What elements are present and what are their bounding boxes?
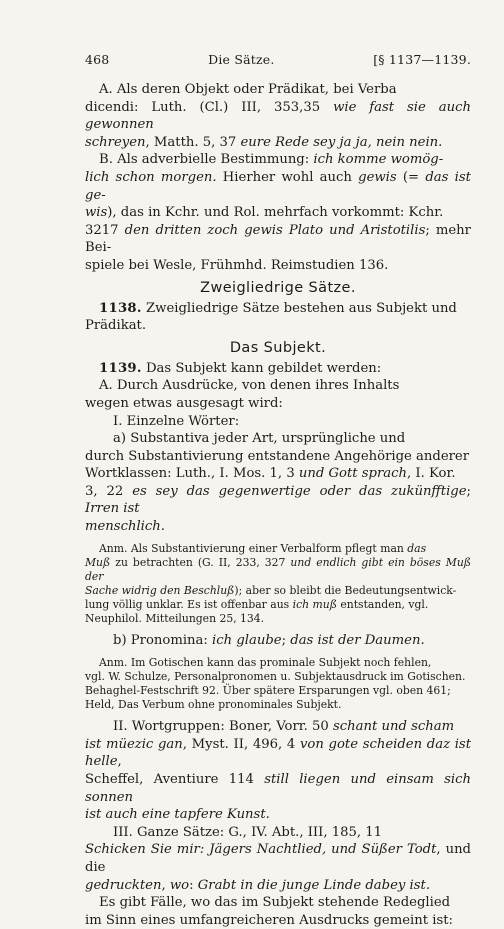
line: 3, 22 es sey das gegenwertige oder das zukünfftige; Irren ist — [85, 483, 471, 517]
line: im Sinn eines umfangreicheren Ausdrucks gemeint ist: — [85, 912, 453, 928]
final-paragraph — [85, 894, 471, 929]
annotation-2 — [85, 656, 471, 712]
line: Prädikat. — [85, 318, 147, 334]
line: Muß zu betrachten (G. II, 233, 327 und endlich gibt ein böses Muß der — [85, 555, 472, 583]
line: Anm. Als Substantivierung einer Verbalform pflegt man das — [99, 541, 427, 555]
line: 1139. Das Subjekt kann gebildet werden: — [99, 360, 382, 376]
section-number: 1139. — [99, 360, 142, 376]
line: Scheffel, Aventiure 114 still liegen und einsam sich sonnen — [85, 771, 471, 805]
line: wegen etwas ausgesagt wird: — [85, 395, 283, 411]
line: B. Als adverbielle Bestimmung: ich komme womög- — [99, 152, 444, 168]
line: I. Einzelne Wörter: — [113, 413, 240, 429]
pronomina-line: b) Pronomina: ich glaube; das ist der Daumen. — [113, 633, 425, 649]
line: 1138. Zweigliedrige Sätze bestehen aus Subjekt und — [99, 300, 457, 316]
running-header — [85, 52, 471, 67]
line: wis), das in Kchr. und Rol. mehrfach vorkommt: Kchr. — [85, 205, 444, 221]
line: ist müezic gan, Myst. II, 496, 4 von gote scheiden daz ist helle, — [85, 736, 471, 770]
ganze-saetze-paragraph — [85, 824, 471, 894]
line: Es gibt Fälle, wo das im Subjekt stehende Redeglied — [99, 895, 451, 911]
section-heading-subjekt: Das Subjekt. — [229, 339, 327, 356]
line: lich schon morgen. Hierher wohl auch gewis (= das ist ge- — [85, 169, 471, 203]
section-heading-zweigliedrige: Zweigliedrige Sätze. — [200, 279, 356, 296]
line: Held, Das Verbum ohne pronominales Subjekt. — [85, 698, 342, 712]
line: III. Ganze Sätze: G., IV. Abt., III, 185, 11 — [113, 824, 383, 840]
line: A. Als deren Objekt oder Prädikat, bei Verba — [99, 82, 397, 97]
section-range: [§ 1137—1139. — [373, 52, 471, 67]
paragraph-a — [85, 81, 471, 151]
line: ist auch eine tapfere Kunst. — [85, 807, 270, 823]
section-1138 — [85, 300, 471, 335]
line: spiele bei Wesle, Frühmhd. Reimstudien 136. — [85, 257, 389, 273]
line: dicendi: Luth. (Cl.) III, 353,35 wie fast sie auch gewonnen — [85, 99, 471, 133]
line: gedruckten, wo: Grabt in die junge Linde dabey ist. — [85, 877, 431, 893]
line: vgl. W. Schulze, Personalpronomen u. Subjektausdruck im Gotischen. — [85, 669, 466, 683]
line: lung völlig unklar. Es ist offenbar aus ich muß entstanden, vgl. — [85, 598, 429, 612]
annotation-1 — [85, 542, 471, 627]
line: schreyen, Matth. 5, 37 eure Rede sey ja ja, nein nein. — [85, 134, 443, 150]
page-number: 468 — [85, 52, 110, 67]
line: II. Wortgruppen: Boner, Vorr. 50 schant und scham — [113, 719, 455, 735]
line: Schicken Sie mir: Jägers Nachtlied, und Süßer Todt, und die — [85, 842, 472, 875]
line: Neuphilol. Mitteilungen 25, 134. — [85, 612, 265, 626]
wortgruppen-paragraph — [85, 718, 471, 824]
line: Anm. Im Gotischen kann das prominale Subjekt noch fehlen, — [99, 655, 432, 669]
running-title: Die Sätze. — [208, 52, 275, 67]
line: durch Substantivierung entstandene Angehörige anderer — [85, 448, 470, 464]
section-number: 1138. — [99, 300, 142, 316]
line: menschlich. — [85, 519, 165, 535]
section-1139 — [85, 360, 471, 536]
line: Wortklassen: Luth., I. Mos. 1, 3 und Gott sprach, I. Kor. — [85, 466, 456, 482]
line: a) Substantiva jeder Art, ursprüngliche und — [113, 431, 406, 447]
line: Behaghel-Festschrift 92. Über spätere Ersparungen vgl. oben 461; — [85, 684, 451, 697]
line: 3217 den dritten zoch gewis Plato und Aristotilis; mehr Bei- — [85, 222, 471, 256]
paragraph-b — [85, 151, 471, 274]
line: Sache widrig den Beschluß); aber so bleibt die Bedeutungsentwick- — [85, 583, 457, 597]
book-page — [85, 52, 471, 929]
line: A. Durch Ausdrücke, von denen ihres Inhalts — [99, 378, 400, 394]
